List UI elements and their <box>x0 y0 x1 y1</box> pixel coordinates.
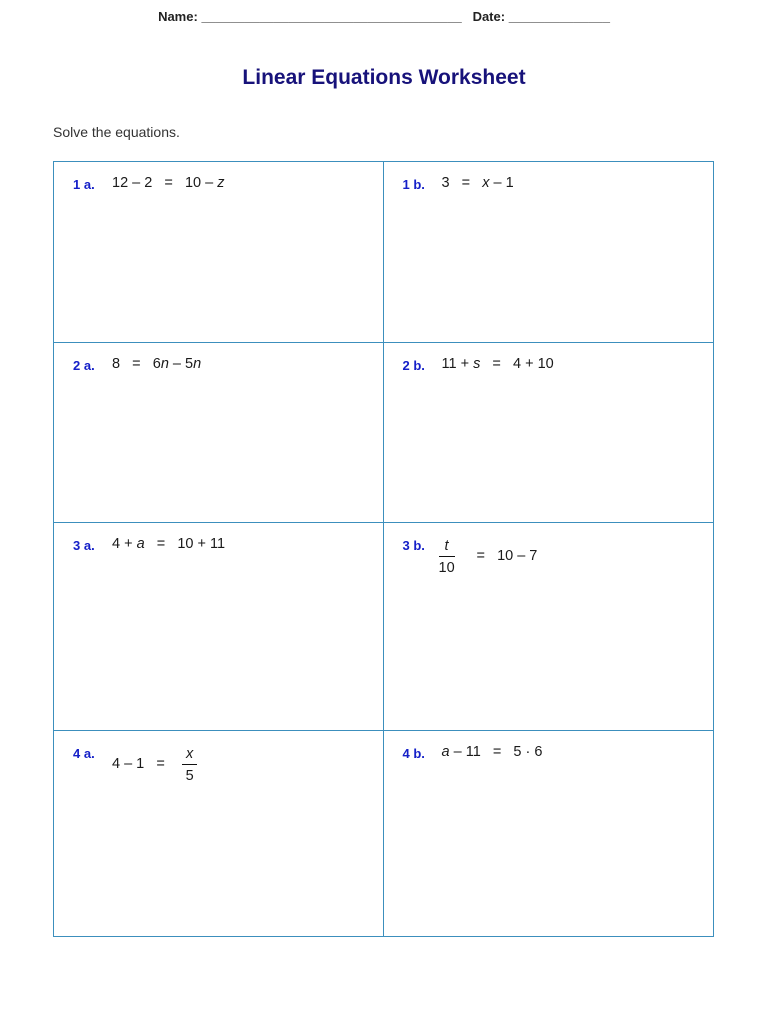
problem-grid <box>53 161 714 937</box>
problem-number: 2 b. <box>402 358 425 373</box>
problem-cell-2b[interactable] <box>384 342 714 522</box>
fraction <box>439 538 455 576</box>
equation: a – 11 = 5 · 6 <box>441 744 543 760</box>
date-blank[interactable]: ______________ <box>508 10 610 24</box>
equation: 11 + s = 4 + 10 <box>441 356 554 372</box>
fraction-denominator: 5 <box>185 768 194 784</box>
problem-cell-4a[interactable] <box>54 730 384 936</box>
worksheet-title: Linear Equations Worksheet <box>242 66 526 89</box>
problem-number: 4 a. <box>73 746 95 761</box>
problem-cell-2a[interactable] <box>54 342 384 522</box>
equation-lhs: 4 – 1 = <box>112 756 165 772</box>
problem-number: 3 a. <box>73 538 95 553</box>
equation: 12 – 2 = 10 – z <box>112 175 225 191</box>
name-label: Name: <box>158 10 198 24</box>
instructions: Solve the equations. <box>53 124 180 140</box>
name-blank[interactable]: ____________________________________ <box>201 10 462 24</box>
problem-cell-1b[interactable] <box>384 162 714 342</box>
equation: 3 = x – 1 <box>441 175 514 191</box>
equation-rhs: = 10 – 7 <box>476 548 538 564</box>
fraction-numerator: x <box>182 746 197 765</box>
name-date-header <box>0 10 768 30</box>
problem-number: 2 a. <box>73 358 95 373</box>
fraction <box>182 746 197 784</box>
fraction-numerator: t <box>439 538 455 557</box>
problem-number: 3 b. <box>402 538 425 553</box>
problem-cell-1a[interactable] <box>54 162 384 342</box>
problem-cell-3a[interactable] <box>54 522 384 730</box>
equation: 8 = 6n – 5n <box>112 356 202 372</box>
date-label: Date: <box>472 10 506 24</box>
problem-number: 1 b. <box>402 177 425 192</box>
problem-number: 4 b. <box>402 746 425 761</box>
problem-cell-3b[interactable] <box>384 522 714 730</box>
equation: 4 + a = 10 + 11 <box>112 536 226 552</box>
problem-number: 1 a. <box>73 177 95 192</box>
fraction-denominator: 10 <box>438 560 455 576</box>
problem-cell-4b[interactable] <box>384 730 714 936</box>
